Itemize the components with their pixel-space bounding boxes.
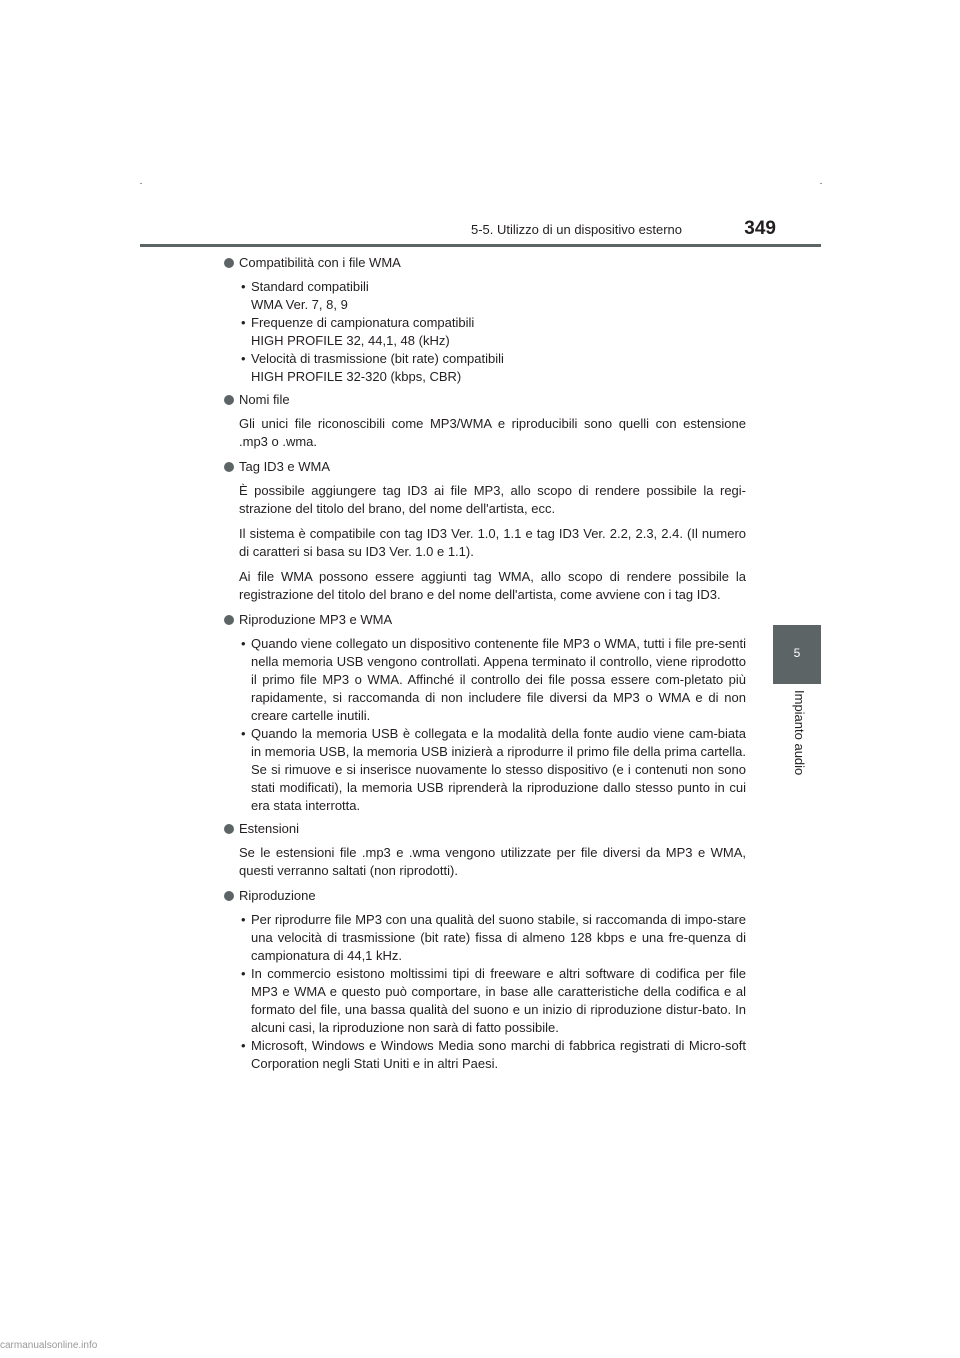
- chapter-number: 5: [793, 646, 801, 660]
- item-sub: HIGH PROFILE 32, 44,1, 48 (kHz): [251, 333, 450, 348]
- section-heading-text: Compatibilità con i file WMA: [239, 255, 401, 270]
- list-item: [239, 911, 746, 965]
- bullet-icon: [224, 891, 234, 901]
- item-list: [239, 635, 746, 815]
- list-item: [239, 314, 746, 350]
- chapter-label: Impianto audio: [792, 690, 807, 776]
- list-item: [239, 965, 746, 1037]
- bullet-icon: [224, 824, 234, 834]
- bullet-icon: [224, 258, 234, 268]
- item-text: Frequenze di campionatura compatibili: [251, 315, 475, 330]
- chapter-tab[interactable]: [773, 625, 821, 684]
- item-sub: HIGH PROFILE 32-320 (kbps, CBR): [251, 369, 462, 384]
- paragraph: È possibile aggiungere tag ID3 ai file MP3, allo scopo di rendere possibile la regi-strazione del titolo del brano, del nome dell'artista, ecc.: [239, 483, 746, 516]
- paragraph: Gli unici file riconoscibili come MP3/WMA e riproducibili sono quelli con estensione .mp3 o .wma.: [239, 416, 746, 449]
- page-header: [140, 220, 820, 244]
- bullet-icon: [224, 462, 234, 472]
- section-heading: [223, 820, 746, 838]
- dot-icon: •: [241, 912, 246, 927]
- page-content: [223, 254, 746, 1078]
- crop-mark-left: [140, 183, 142, 184]
- dot-icon: •: [241, 726, 246, 741]
- item-text: Quando la memoria USB è collegata e la modalità della fonte audio viene cam-biata in memoria USB, la memoria USB inizierà a riprodurre il primo file della prima cartella. Se si rimuove e si inserisce nuovamente lo stesso dispositivo (e i contenuti non sono stati modificati), la memoria USB riprenderà la riproduzione dallo stesso punto in cui era stata interrotta.: [251, 726, 746, 813]
- list-item: [239, 635, 746, 725]
- watermark: carmanualsonline.info: [0, 1340, 98, 1351]
- item-list: [239, 911, 746, 1073]
- header-rule: [140, 244, 821, 247]
- list-item: [239, 725, 746, 815]
- item-sub: WMA Ver. 7, 8, 9: [251, 297, 348, 312]
- dot-icon: •: [241, 279, 246, 294]
- section-extensions: [223, 820, 746, 880]
- section-heading-text: Riproduzione: [239, 888, 316, 903]
- section-wma-compat: [223, 254, 746, 386]
- paragraph: Se le estensioni file .mp3 e .wma vengono utilizzate per file diversi da MP3 e WMA, questi verranno saltati (non riprodotti).: [239, 845, 746, 878]
- section-playback: [223, 887, 746, 1073]
- section-file-names: [223, 391, 746, 451]
- item-list: [239, 278, 746, 386]
- section-heading-text: Nomi file: [239, 392, 290, 407]
- section-heading: [223, 887, 746, 905]
- section-playback-mp3-wma: [223, 611, 746, 815]
- crop-mark-right: [820, 183, 822, 184]
- section-heading: [223, 611, 746, 629]
- section-heading-text: Estensioni: [239, 821, 299, 836]
- page-number: 349: [744, 218, 776, 239]
- paragraph: Ai file WMA possono essere aggiunti tag WMA, allo scopo di rendere possibile la registrazione del titolo del brano e del nome dell'artista, come avviene con i tag ID3.: [239, 569, 746, 602]
- item-text: Standard compatibili: [251, 279, 369, 294]
- dot-icon: •: [241, 315, 246, 330]
- paragraph: Il sistema è compatibile con tag ID3 Ver. 1.0, 1.1 e tag ID3 Ver. 2.2, 2.3, 2.4. (Il numero di caratteri si basa su ID3 Ver. 1.0 e 1.1).: [239, 526, 746, 559]
- section-heading: [223, 254, 746, 272]
- bullet-icon: [224, 395, 234, 405]
- list-item: [239, 1037, 746, 1073]
- list-item: [239, 350, 746, 386]
- item-text: Microsoft, Windows e Windows Media sono marchi di fabbrica registrati di Micro-soft Corporation negli Stati Uniti e in altri Paesi.: [251, 1038, 746, 1071]
- item-text: Quando viene collegato un dispositivo contenente file MP3 o WMA, tutti i file pre-senti nella memoria USB vengono controllati. Appena terminato il controllo, viene riprodotto il primo file MP3 o WMA. Affinché il controllo dei file possa essere com-pletato più rapidamente, si raccomanda di non includere file diversi da MP3 o WMA e di non creare cartelle inutili.: [251, 636, 746, 723]
- dot-icon: •: [241, 1038, 246, 1053]
- item-text: Per riprodurre file MP3 con una qualità del suono stabile, si raccomanda di impo-stare una velocità di trasmissione (bit rate) fissa di almeno 128 kbps e una fre-quenza di campionatura di 44,1 kHz.: [251, 912, 746, 963]
- section-tags: [223, 458, 746, 604]
- item-text: In commercio esistono moltissimi tipi di freeware e altri software di codifica per file MP3 e WMA e questo può comportare, in base alle caratteristiche della codifica e al formato del file, una bassa qualità del suono e un inizio di riproduzione distur-bato. In alcuni casi, la riproduzione non sarà di fatto possibile.: [251, 966, 746, 1035]
- dot-icon: •: [241, 351, 246, 366]
- bullet-icon: [224, 615, 234, 625]
- section-heading-text: Riproduzione MP3 e WMA: [239, 612, 393, 627]
- section-heading-text: Tag ID3 e WMA: [239, 459, 331, 474]
- item-text: Velocità di trasmissione (bit rate) compatibili: [251, 351, 504, 366]
- section-heading: [223, 458, 746, 476]
- section-heading: [223, 391, 746, 409]
- section-title: 5-5. Utilizzo di un dispositivo esterno: [471, 222, 682, 237]
- list-item: [239, 278, 746, 314]
- dot-icon: •: [241, 636, 246, 651]
- dot-icon: •: [241, 966, 246, 981]
